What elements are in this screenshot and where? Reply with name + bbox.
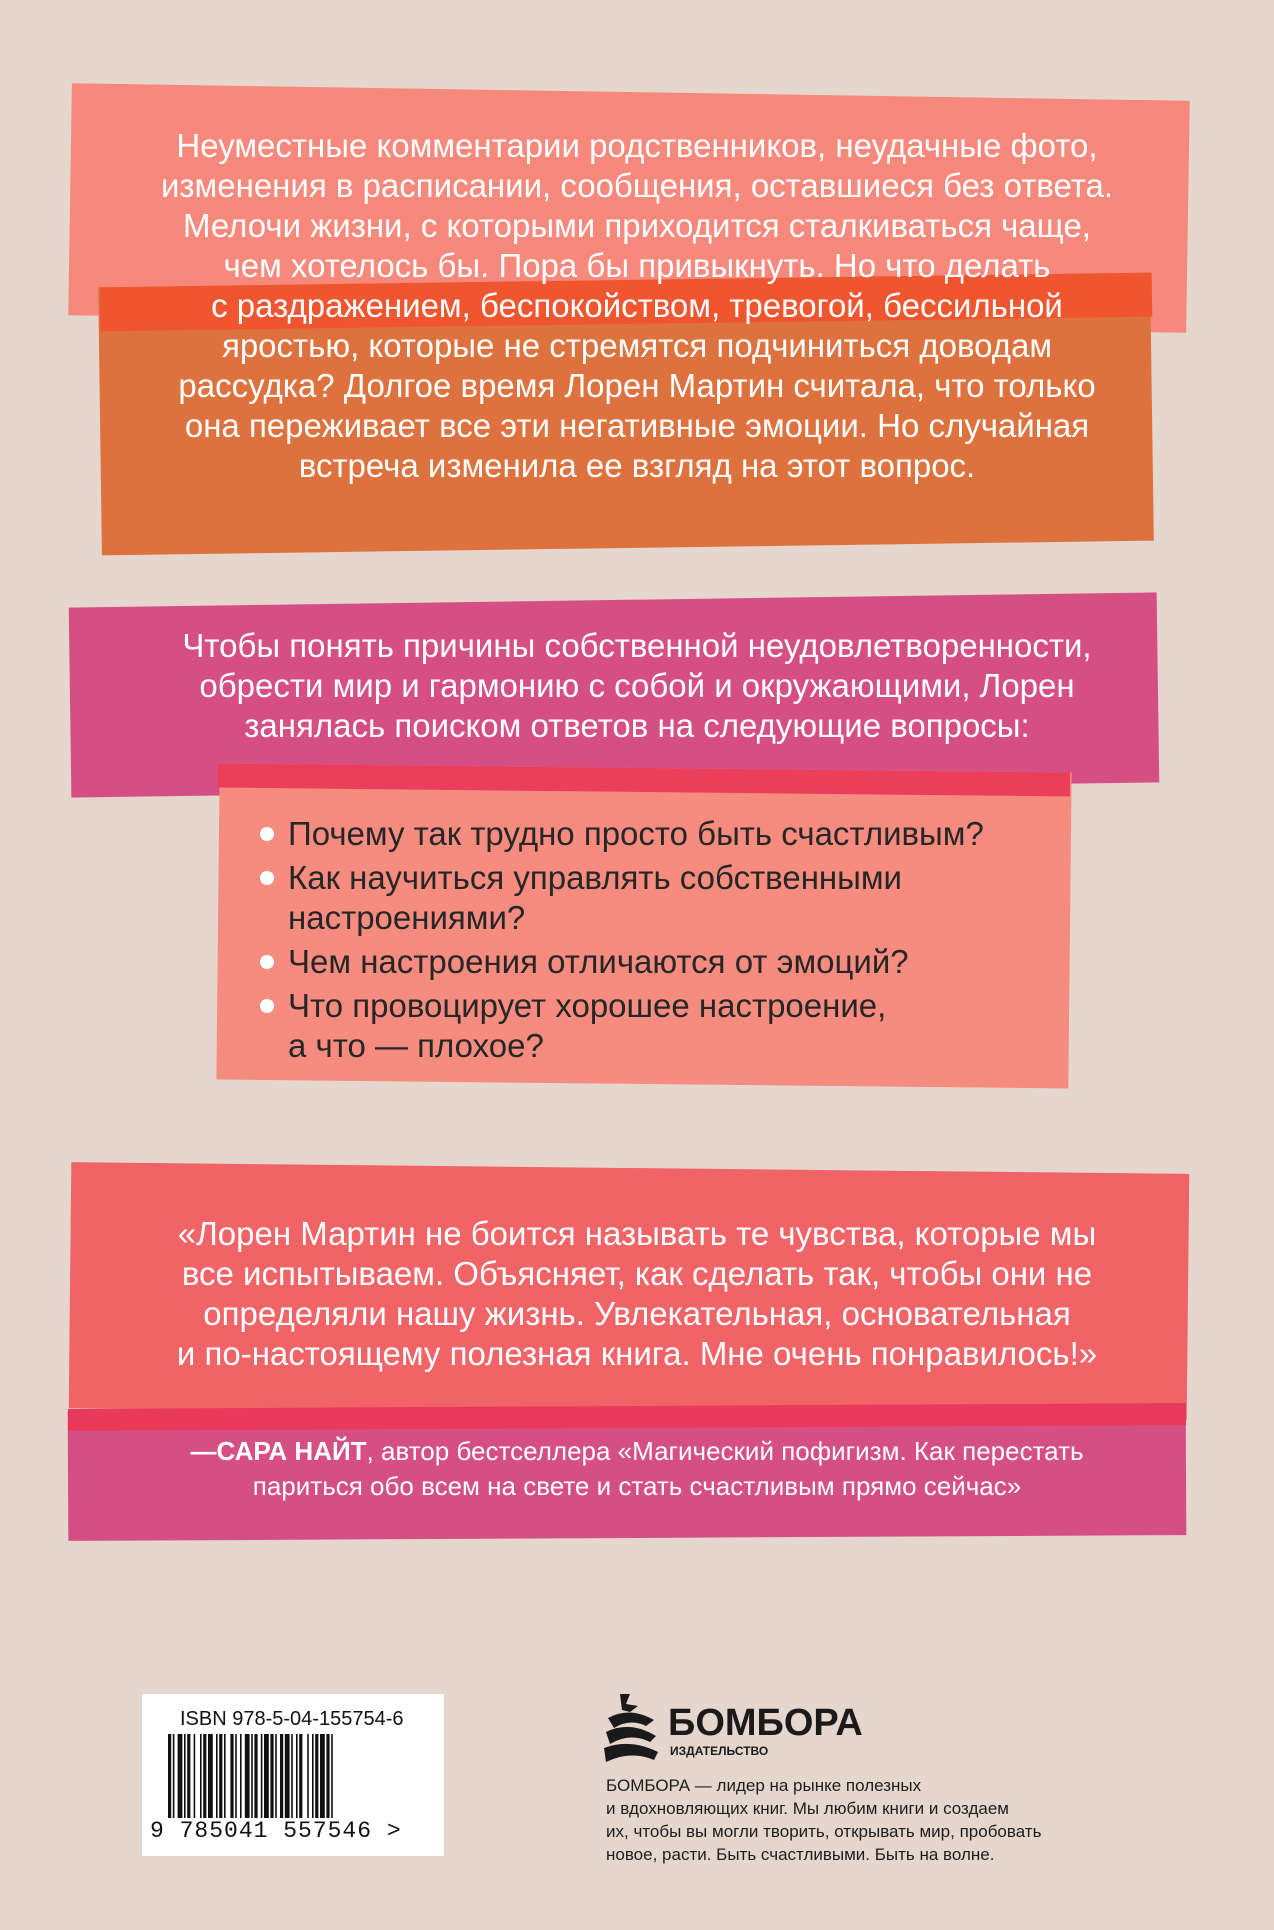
attribution-author: —САРА НАЙТ (190, 1436, 367, 1466)
quote-text (90, 1214, 1184, 1374)
list-item: Чем настроения отличаются от эмоций? (258, 942, 1048, 982)
publisher-subtitle: ИЗДАТЕЛЬСТВО (670, 1744, 769, 1758)
publisher-line: новое, расти. Быть счастливыми. Быть на волне. (606, 1845, 995, 1864)
publisher-line: БОМБОРА — лидер на рынке полезных (606, 1776, 922, 1795)
quote-attribution (90, 1434, 1184, 1504)
publisher-line: и вдохновляющих книг. Мы любим книги и создаем (606, 1799, 1009, 1818)
publisher-line: их, чтобы вы могли творить, открывать мир, пробовать (606, 1822, 1042, 1841)
publisher-description (606, 1774, 1106, 1866)
barcode-icon (168, 1734, 418, 1824)
bullet-icon (260, 827, 274, 841)
blurb-line: изменения в расписании, сообщения, оставшиеся без ответа. (160, 167, 1113, 204)
blurb-line: встреча изменила ее взгляд на этот вопрос. (298, 447, 976, 484)
blurb-line: чем хотелось бы. Пора бы привыкнуть. Но что делать (223, 247, 1051, 284)
intro-line: занялась поиском ответов на следующие вопросы: (244, 707, 1030, 744)
bullet-icon (260, 871, 274, 885)
blurb-line: яростью, которые не стремятся подчиниться доводам (221, 327, 1053, 364)
quote-line: и по-настоящему полезная книга. Мне очень понравилось!» (176, 1335, 1098, 1372)
list-item: Как научиться управлять собственными настроениями? (258, 858, 1048, 938)
attribution-line-2: париться обо всем на свете и стать счастливым прямо сейчас» (252, 1471, 1022, 1501)
blurb-line: она переживает все эти негативные эмоции. Но случайная (184, 407, 1090, 444)
intro-line: Чтобы понять причины собственной неудовлетворенности, (182, 627, 1092, 664)
quote-line: все испытываем. Объясняет, как сделать так, чтобы они не (181, 1255, 1093, 1292)
list-item: Что провоцирует хорошее настроение, а что — плохое? (258, 986, 1048, 1066)
intro-line: обрести мир и гармонию с собой и окружающими, Лорен (199, 667, 1075, 704)
bullet-icon (260, 955, 274, 969)
blurb-line: Мелочи жизни, с которыми приходится сталкиваться чаще, (183, 207, 1091, 244)
attribution-line-1: , автор бестселлера «Магический пофигизм. Как перестать (366, 1436, 1084, 1466)
quote-line: «Лорен Мартин не боится называть те чувства, которые мы (177, 1215, 1097, 1252)
quote-line: определяли нашу жизнь. Увлекательная, основательная (203, 1295, 1071, 1332)
blurb-line: с раздражением, беспокойством, тревогой, бессильной (211, 287, 1063, 324)
blurb-line: рассудка? Долгое время Лорен Мартин считала, что только (178, 367, 1096, 404)
blurb-text (90, 126, 1184, 486)
questions-list (258, 814, 1048, 1070)
intro-text (90, 626, 1184, 746)
bombora-logo-icon (600, 1690, 662, 1766)
blurb-line: Неуместные комментарии родственников, неудачные фото, (176, 127, 1098, 164)
isbn-label: ISBN 978-5-04-155754-6 (180, 1708, 404, 1730)
publisher-name: БОМБОРА (668, 1702, 863, 1744)
bullet-icon (260, 999, 274, 1013)
barcode-digits: 9 785041 557546 > (150, 1818, 402, 1844)
list-item: Почему так трудно просто быть счастливым? (258, 814, 1048, 854)
